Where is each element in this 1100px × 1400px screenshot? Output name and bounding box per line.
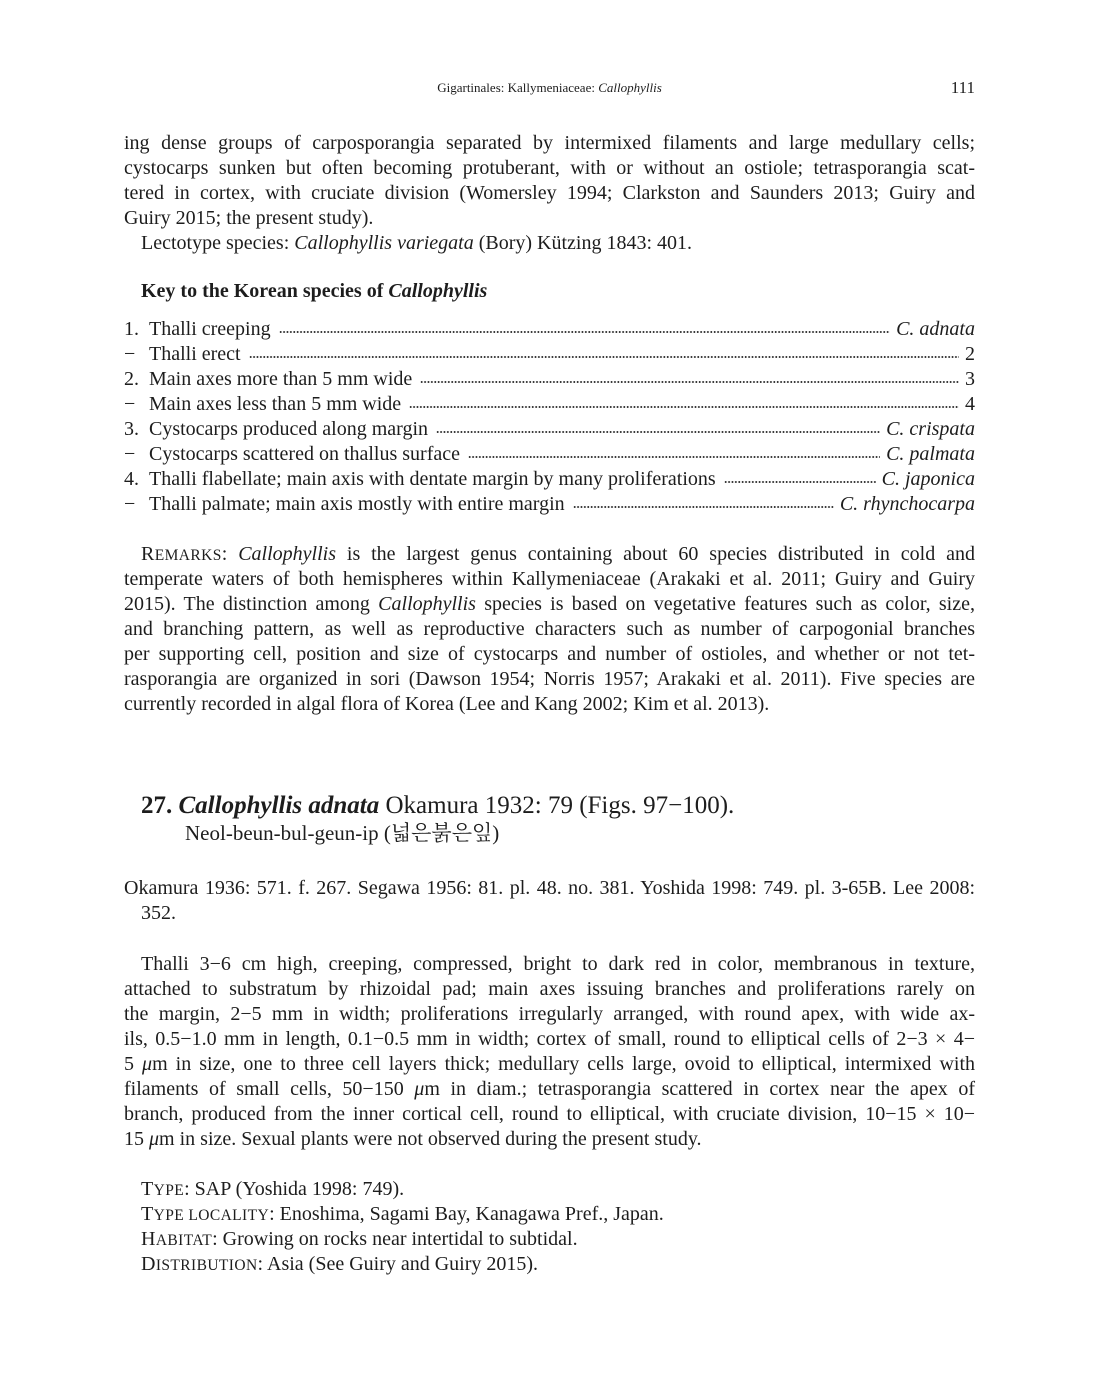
dotted-leader xyxy=(420,379,959,385)
running-header xyxy=(124,77,975,99)
detail-line xyxy=(124,1227,975,1252)
italic-text: μ xyxy=(142,1053,153,1075)
species-heading xyxy=(124,791,975,821)
text-run: attached to substratum by rhizoidal pad; main axes issuing branches and proliferations rarely on xyxy=(124,978,975,1000)
text-run: Okamura 1932: 79 (Figs. 97−100). xyxy=(379,792,735,819)
text-run: cystocarps sunken but often becoming protuberant, with or without an ostiole; tetrasporangia scat- xyxy=(124,157,975,179)
text-run: Thalli 3−6 cm high, creeping, compressed, bright to dark red in color, membranous in texture, xyxy=(141,953,975,975)
text-run: 3 xyxy=(965,368,975,390)
key-marker: 3. xyxy=(124,418,139,440)
italic-text: C. rhynchocarpa xyxy=(839,493,975,515)
text-run: m in diam.; tetrasporangia scattered in cortex near the apex of xyxy=(424,1078,975,1100)
key-text: Cystocarps produced along margin xyxy=(149,418,429,440)
section-label: TYPE LOCALITY xyxy=(141,1203,270,1225)
text-run: ing dense groups of carposporangia separated by intermixed filaments and large medullary cells; xyxy=(124,132,975,154)
key-entry xyxy=(124,467,975,492)
detail-line xyxy=(124,1252,975,1277)
key-result xyxy=(965,392,975,417)
italic-text: Callophyllis adnata xyxy=(178,792,380,819)
text-run: 2 xyxy=(965,343,975,365)
dotted-leader xyxy=(436,429,880,435)
text-run: 2015). The distinction among xyxy=(124,593,379,615)
reference-line xyxy=(124,876,975,901)
italic-text: Callophyllis xyxy=(388,280,488,302)
text-run: temperate waters of both hemispheres within Kallymeniaceae (Arakaki et al. 2011; Guiry and Guiry xyxy=(124,568,975,590)
section-label: TYPE xyxy=(141,1178,185,1200)
lectotype-line xyxy=(124,231,975,256)
text-run: m in size. Sexual plants were not observed during the present study. xyxy=(159,1128,702,1150)
text-run: : Growing on rocks near intertidal to subtidal. xyxy=(212,1228,578,1250)
dotted-leader xyxy=(409,404,959,410)
bold-text: 27. xyxy=(141,792,179,819)
key-marker: − xyxy=(124,393,136,415)
korean-common-name: Neol-beun-bul-geun-ip (넓은붉은잎) xyxy=(185,821,500,845)
key-result xyxy=(886,417,975,442)
lectotype-paragraph xyxy=(124,231,975,256)
key-title xyxy=(124,279,975,304)
text-run: : Asia (See Guiry and Guiry 2015). xyxy=(257,1253,539,1275)
intro-line xyxy=(124,181,975,206)
key-text: Thalli palmate; main axis mostly with entire margin xyxy=(149,493,565,515)
key-text: Main axes more than 5 mm wide xyxy=(149,368,413,390)
dotted-leader xyxy=(573,504,834,510)
species-details xyxy=(124,1177,975,1277)
text-run: Lectotype species: xyxy=(141,232,295,254)
text-run: branch, produced from the inner cortical cell, round to elliptical, with cruciate division, 10−15 × 10− xyxy=(124,1103,975,1125)
key-result xyxy=(965,367,975,392)
detail-line xyxy=(124,1177,975,1202)
key-text: Thalli creeping xyxy=(149,318,271,340)
dotted-leader xyxy=(249,354,959,360)
text-run: per supporting cell, position and size of cystocarps and number of ostioles, and whether or not tet- xyxy=(124,643,975,665)
key-result xyxy=(840,492,975,517)
page-number: 111 xyxy=(950,78,975,97)
key-entry xyxy=(124,492,975,517)
text-run: : xyxy=(221,543,239,565)
dotted-leader xyxy=(468,454,880,460)
text-run: : SAP (Yoshida 1998: 749). xyxy=(184,1178,405,1200)
key-result xyxy=(965,342,975,367)
italic-text: μ xyxy=(149,1128,160,1150)
key-marker: 1. xyxy=(124,318,139,340)
text-run: m in size, one to three cell layers thick; medullary cells large, ovoid to elliptical, intermixed with xyxy=(152,1053,976,1075)
description-line xyxy=(124,952,975,977)
text-run: species is based on vegetative features such as color, size, xyxy=(475,593,975,615)
species-key xyxy=(124,317,975,517)
remarks-line xyxy=(124,542,975,567)
remarks-line xyxy=(124,642,975,667)
key-text: Main axes less than 5 mm wide xyxy=(149,393,402,415)
key-result xyxy=(886,442,975,467)
description-line xyxy=(124,1127,975,1152)
text-run: 15 xyxy=(124,1128,149,1150)
italic-text: C. crispata xyxy=(886,418,975,440)
text-run: and branching pattern, as well as reproductive characters such as number of carpogonial branches xyxy=(124,618,975,640)
description-line xyxy=(124,1002,975,1027)
remarks-line xyxy=(124,692,975,717)
description-paragraph xyxy=(124,952,975,1152)
italic-text: C. japonica xyxy=(881,468,975,490)
text-run: is the largest genus containing about 60 species distributed in cold and xyxy=(336,543,975,565)
text-run: : Enoshima, Sagami Bay, Kanagawa Pref., Japan. xyxy=(269,1203,664,1225)
text-run: Key to the Korean species of xyxy=(141,280,389,302)
running-title xyxy=(124,77,975,99)
key-marker: − xyxy=(124,493,136,515)
text-run: 352. xyxy=(141,902,176,924)
key-text: Thalli erect xyxy=(149,343,241,365)
intro-paragraph xyxy=(124,131,975,231)
section-label: DISTRIBUTION xyxy=(141,1253,258,1275)
key-entry xyxy=(124,367,975,392)
italic-text: C. palmata xyxy=(886,443,975,465)
key-result xyxy=(896,317,975,342)
italic-text: Callophyllis variegata xyxy=(294,232,474,254)
intro-line xyxy=(124,131,975,156)
text-run: 4 xyxy=(965,393,975,415)
italic-text: Callophyllis xyxy=(378,593,476,615)
key-marker: 4. xyxy=(124,468,139,490)
description-line xyxy=(124,1077,975,1102)
dotted-leader xyxy=(724,479,876,485)
key-result xyxy=(882,467,975,492)
text-run: currently recorded in algal flora of Korea (Lee and Kang 2002; Kim et al. 2013). xyxy=(124,693,770,715)
italic-text: C. adnata xyxy=(896,318,975,340)
key-entry xyxy=(124,417,975,442)
text-run: Okamura 1936: 571. f. 267. Segawa 1956: 81. pl. 48. no. 381. Yoshida 1998: 749. pl. 3-65B. Lee 2008: xyxy=(124,877,975,899)
intro-line xyxy=(124,206,975,231)
section-label: HABITAT xyxy=(141,1228,213,1250)
remarks-line xyxy=(124,667,975,692)
dotted-leader xyxy=(279,329,890,335)
remarks-paragraph xyxy=(124,542,975,717)
detail-line xyxy=(124,1202,975,1227)
text-run: the margin, 2−5 mm in width; proliferations irregularly arranged, with round apex, with wide ax- xyxy=(124,1003,975,1025)
italic-text: Callophyllis xyxy=(598,80,662,95)
description-line xyxy=(124,1052,975,1077)
section-label: REMARKS xyxy=(141,543,222,565)
key-text: Cystocarps scattered on thallus surface xyxy=(149,443,461,465)
key-entry xyxy=(124,317,975,342)
remarks-line xyxy=(124,592,975,617)
text-run: Guiry 2015; the present study). xyxy=(124,207,374,229)
key-entry xyxy=(124,342,975,367)
remarks-line xyxy=(124,567,975,592)
intro-line xyxy=(124,156,975,181)
text-run: 5 xyxy=(124,1053,143,1075)
text-run: (Bory) Kützing 1843: 401. xyxy=(473,232,693,254)
text-run: tered in cortex, with cruciate division (Womersley 1994; Clarkston and Saunders 2013; Guiry and xyxy=(124,182,975,204)
reference-line xyxy=(124,901,975,926)
description-line xyxy=(124,977,975,1002)
italic-text: μ xyxy=(414,1078,425,1100)
text-run: filaments of small cells, 50−150 xyxy=(124,1078,415,1100)
italic-text: Callophyllis xyxy=(238,543,336,565)
remarks-line xyxy=(124,617,975,642)
text-run: rasporangia are organized in sori (Dawson 1954; Norris 1957; Arakaki et al. 2011). Five species are xyxy=(124,668,975,690)
text-run: Gigartinales: Kallymeniaceae: xyxy=(437,80,599,95)
description-line xyxy=(124,1102,975,1127)
key-text: Thalli flabellate; main axis with dentate margin by many proliferations xyxy=(149,468,716,490)
key-entry xyxy=(124,392,975,417)
key-entry xyxy=(124,442,975,467)
text-run: ils, 0.5−1.0 mm in length, 0.1−0.5 mm in width; cortex of small, round to elliptical cells of 2−3 × 4− xyxy=(124,1028,975,1050)
references-paragraph xyxy=(124,876,975,926)
key-marker: 2. xyxy=(124,368,139,390)
key-marker: − xyxy=(124,443,136,465)
key-marker: − xyxy=(124,343,136,365)
description-line xyxy=(124,1027,975,1052)
